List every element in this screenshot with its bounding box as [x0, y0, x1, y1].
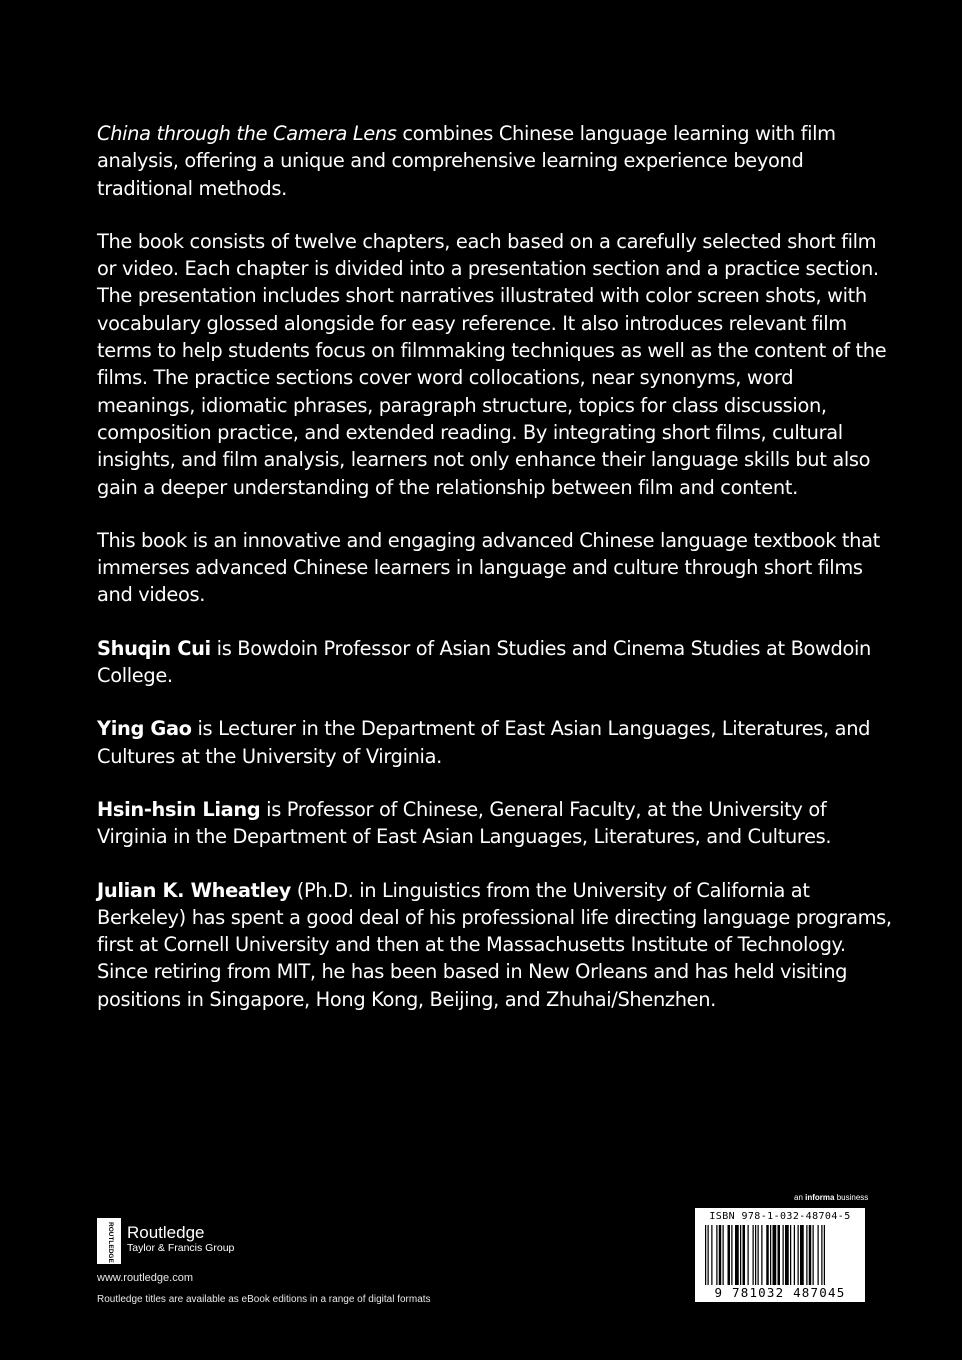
- back-cover-text: [97, 120, 897, 1039]
- barcode-bar: [800, 1225, 804, 1285]
- barcode-bar: [783, 1225, 784, 1285]
- barcode-bar: [824, 1225, 825, 1285]
- publisher-group: Taylor & Francis Group: [127, 1242, 235, 1254]
- barcode-bar: [728, 1225, 731, 1285]
- author-name: Shuqin Cui: [97, 636, 211, 660]
- barcode-bar: [778, 1225, 781, 1285]
- barcode-bar: [761, 1225, 762, 1285]
- publisher-name: Routledge: [127, 1223, 205, 1242]
- description-paragraph-1: [97, 120, 897, 202]
- barcode-bar: [716, 1225, 717, 1285]
- barcode-bar: [735, 1225, 739, 1285]
- barcode-bar: [748, 1225, 749, 1285]
- informa-business-label: an informa business: [794, 1193, 869, 1202]
- barcode-bar: [821, 1225, 822, 1285]
- publisher-block: [97, 1218, 497, 1284]
- author-bio: [97, 796, 897, 851]
- barcode-bar: [809, 1225, 812, 1285]
- barcode-bar: [770, 1225, 771, 1285]
- barcode-bar: [731, 1225, 732, 1285]
- author-bio: [97, 715, 897, 770]
- author-bio: [97, 635, 897, 690]
- barcode-bar: [740, 1225, 741, 1285]
- author-name: Hsin-hsin Liang: [97, 797, 261, 821]
- isbn-label: ISBN 978-1-032-48704-5: [709, 1211, 851, 1222]
- barcode-bar: [773, 1225, 777, 1285]
- barcode-bar: [755, 1225, 756, 1285]
- book-title: China through the Camera Lens: [97, 122, 397, 145]
- barcode-bar: [806, 1225, 807, 1285]
- barcode-bar: [708, 1225, 709, 1285]
- barcode-bar: [813, 1225, 814, 1285]
- svg-text:ROUTLEDGE: ROUTLEDGE: [107, 1222, 114, 1263]
- publisher-logo: [97, 1218, 497, 1264]
- barcode-bar: [753, 1225, 754, 1285]
- barcode-digits: 9 781032 487045: [714, 1285, 846, 1300]
- description-text: combines Chinese language learning with film analysis, offering a unique and comprehensive learning experience beyond traditional methods.: [97, 122, 836, 200]
- author-bio: [97, 877, 897, 1013]
- author-bio-text: is Lecturer in the Department of East Asian Languages, Literatures, and Cultures at the University of Virginia.: [97, 717, 871, 768]
- description-paragraph-3: This book is an innovative and engaging advanced Chinese language textbook that immerses advanced Chinese learners in language and culture through short films and videos.: [97, 528, 880, 607]
- barcode-bar: [743, 1225, 746, 1285]
- barcode-bar: [705, 1225, 706, 1285]
- barcode-bar: [818, 1225, 819, 1285]
- barcode-bar: [785, 1225, 789, 1285]
- publisher-url[interactable]: www.routledge.com: [97, 1272, 193, 1284]
- barcode-bar: [758, 1225, 759, 1285]
- author-bio-text: is Bowdoin Professor of Asian Studies and Cinema Studies at Bowdoin College.: [97, 636, 871, 688]
- barcode-bar: [798, 1225, 799, 1285]
- barcode-bar: [790, 1225, 791, 1285]
- barcode-box: [695, 1208, 865, 1302]
- barcode-bar: [719, 1225, 722, 1285]
- barcode-bar: [723, 1225, 724, 1285]
- author-name: Julian K. Wheatley: [97, 878, 291, 902]
- author-name: Ying Gao: [97, 717, 192, 741]
- description-paragraph-2: The book consists of twelve chapters, each based on a carefully selected short film or video. Each chapter is divided into a presentation section and a practice section. The presentation includes short narratives illustrated with color screen shots, with vocabulary glossed alongside for easy reference. It also introduces relevant film terms to help students focus on filmmaking techniques as well as the content of the films. The practice sections cover word collocations, near synonyms, word meanings, idiomatic phrases, paragraph structure, topics for class discussion, composition practice, and extended reading. By integrating short films, cultural insights, and film analysis, learners not only enhance their language skills but also gain a deeper understanding of the relationship between film and content.: [97, 229, 887, 499]
- barcode-bar: [766, 1225, 769, 1285]
- barcode-bar: [794, 1225, 795, 1285]
- ebook-note: Routledge titles are available as eBook editions in a range of digital formats: [97, 1294, 431, 1305]
- barcode-bar: [711, 1225, 712, 1285]
- barcode-bars: [701, 1225, 859, 1285]
- routledge-logo-icon: [97, 1218, 121, 1264]
- author-bio-text: is Professor of Chinese, General Faculty, at the University of Virginia in the Department of East Asian Languages, Literatures, and Cultures.: [97, 797, 832, 849]
- author-bio-text: (Ph.D. in Linguistics from the University of California at Berkeley) has spent a good deal of his professional life directing language programs, first at Cornell University and then at the Massachusetts Institute of Technology. Since retiring from MIT, he has been based in New Orleans and has held visiting positions in Singapore, Hong Kong, Beijing, and Zhuhai/Shenzhen.: [97, 878, 892, 1011]
